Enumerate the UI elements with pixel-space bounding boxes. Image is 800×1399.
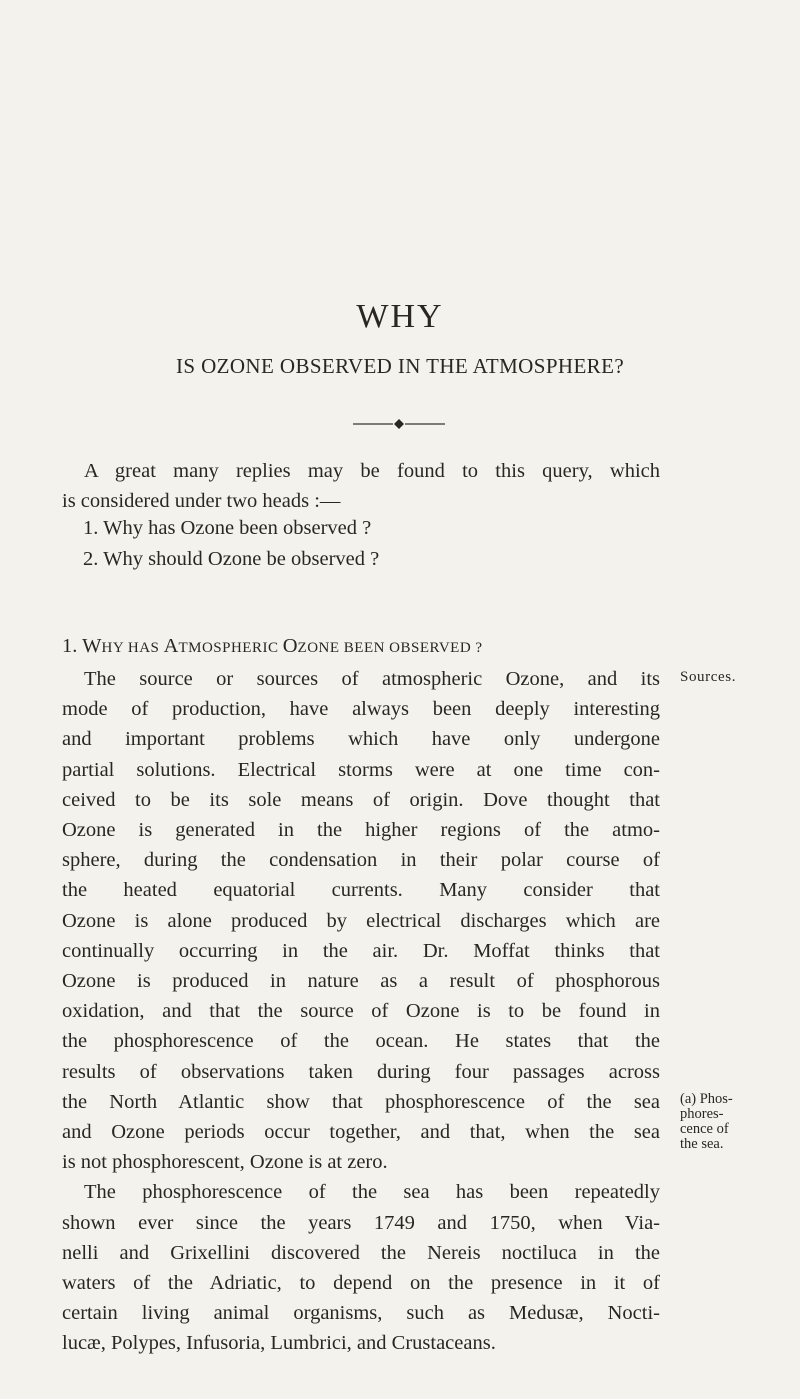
margin-note-phosphorescence: [680, 1092, 760, 1152]
intro-line: is considered under two heads :—: [62, 490, 341, 513]
section-heading: [62, 635, 483, 658]
margin-note-line: cence of: [680, 1121, 729, 1137]
paragraph-line: partial solutions. Electrical storms were at one time con-: [62, 758, 660, 781]
paragraph-line: The source or sources of atmospheric Ozone, and its: [84, 668, 660, 690]
paragraph-line: is not phosphorescent, Ozone is at zero.: [62, 1151, 388, 1174]
paragraph-line: the phosphorescence of the ocean. He states that the: [62, 1030, 660, 1053]
paragraph-line: Ozone is alone produced by electrical discharges which are: [62, 909, 660, 932]
paragraph-line: ceived to be its sole means of origin. Dove thought that: [62, 788, 660, 811]
heading-small-caps: ZONE BEEN OBSERVED ?: [297, 640, 483, 656]
paragraph-line: shown ever since the years 1749 and 1750, when Via-: [62, 1211, 660, 1234]
list-item: 2. Why should Ozone be observed ?: [83, 548, 380, 570]
margin-note-line: (a) Phos-: [680, 1091, 733, 1107]
heading-initial: W: [82, 635, 102, 657]
paragraph-line: The phosphorescence of the sea has been repeatedly: [84, 1181, 660, 1204]
body-paragraph: [62, 664, 660, 1359]
heading-small-caps: HY HAS: [101, 640, 164, 656]
section-number: 1.: [62, 635, 78, 657]
paragraph-line: continually occurring in the air. Dr. Moffat thinks that: [62, 939, 660, 962]
intro-line: A great many replies may be found to this query, which: [84, 460, 660, 482]
page-subtitle: IS OZONE OBSERVED IN THE ATMOSPHERE?: [175, 354, 625, 378]
intro-paragraph: [62, 456, 660, 516]
margin-note-line: phores-: [680, 1106, 724, 1122]
paragraph-line: sphere, during the condensation in their polar course of: [62, 849, 660, 872]
paragraph-line: nelli and Grixellini discovered the Nereis noctiluca in the: [62, 1241, 660, 1264]
paragraph-line: Ozone is generated in the higher regions of the atmo-: [62, 819, 660, 842]
paragraph-line: Ozone is produced in nature as a result of phosphorous: [62, 970, 660, 993]
margin-note-sources: Sources.: [680, 669, 737, 685]
paragraph-line: and important problems which have only undergone: [62, 728, 660, 751]
paragraph-line: the heated equatorial currents. Many consider that: [62, 879, 660, 902]
paragraph-line: mode of production, have always been deeply interesting: [62, 698, 660, 721]
page-title: WHY: [356, 298, 444, 335]
heading-small-caps: TMOSPHERIC: [178, 640, 283, 656]
heading-initial: A: [163, 635, 179, 657]
paragraph-line: and Ozone periods occur together, and that, when the sea: [62, 1121, 660, 1144]
margin-note-line: the sea.: [680, 1136, 724, 1152]
heading-initial: O: [282, 635, 298, 657]
paragraph-line: results of observations taken during four passages across: [62, 1060, 660, 1083]
divider-ornament-icon: [351, 418, 447, 430]
paragraph-line: certain living animal organisms, such as Medusæ, Nocti-: [62, 1302, 660, 1325]
paragraph-line: waters of the Adriatic, to depend on the presence in it of: [62, 1272, 660, 1295]
list-item: 1. Why has Ozone been observed ?: [83, 517, 372, 539]
paragraph-line: lucæ, Polypes, Infusoria, Lumbrici, and Crustaceans.: [62, 1332, 496, 1355]
paragraph-line: oxidation, and that the source of Ozone is to be found in: [62, 1000, 660, 1023]
paragraph-line: the North Atlantic show that phosphorescence of the sea: [62, 1090, 660, 1113]
